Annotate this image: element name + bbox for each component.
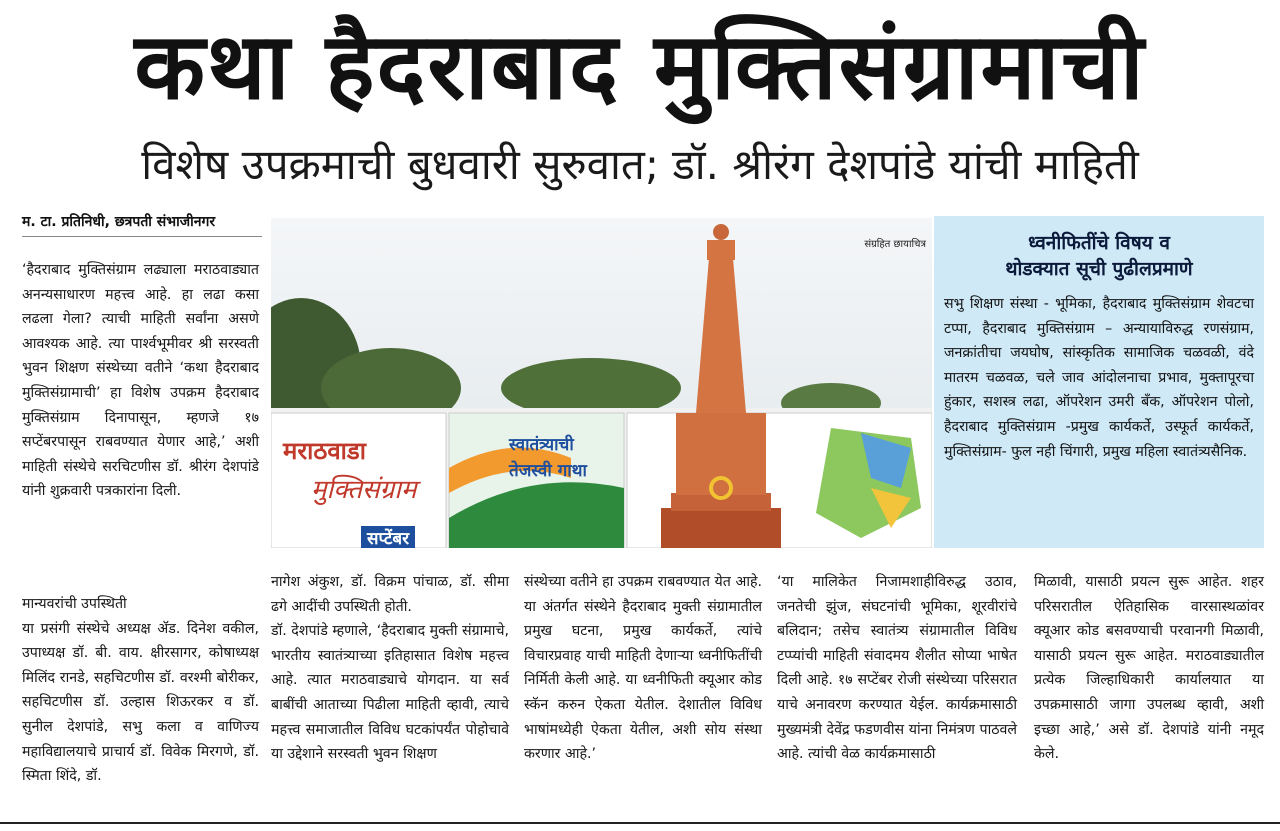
article-paragraph: या प्रसंगी संस्थेचे अध्यक्ष ॲड. दिनेश वकील, उपाध्यक्ष डॉ. बी. वाय. क्षीरसागर, कोषाध्यक्ष मिलिंद रानडे, सहचिटणीस डॉ. वरश्मी बोरीकर, सहचिटणीस डॉ. उल्हास शिऊरकर व डॉ. सुनील देशपांडे, सभु कला व वाणिज्य महाविद्यालयाचे प्राचार्य डॉ. विवेक मिरगणे, डॉ. स्मिता शिंदे, डॉ. [22,620,259,785]
article-column-4 [777,570,1017,767]
sidebar-body: सभु शिक्षण संस्था - भूमिका, हैदराबाद मुक्तिसंग्राम शेवटचा टप्पा, हैदराबाद मुक्तिसंग्राम – अन्यायाविरुद्ध रणसंग्राम, जनक्रांतीचा जयघोष, सांस्कृतिक सामाजिक चळवळी, वंदे मातरम चळवळ, चले जाव आंदोलनाचा प्रभाव, मुक्तापूरचा हुंकार, सशस्त्र लढा, ऑपरेशन उमरी बँक, ऑपरेशन पोलो, हैदराबाद मुक्तिसंग्राम -प्रमुख कार्यकर्ते, उस्फूर्त कार्यकर्ते, मुक्तिसंग्राम- फुल नही चिंगारी, प्रमुख महिला स्वातंत्र्यसैनिक. [944,296,1254,460]
article-paragraph: ‘या मालिकेत निजामशाहीविरुद्ध उठाव, जनतेची झुंज, संघटनांची भूमिका, शूरवीरांचे बलिदान; तसेच स्वातंत्र्य संग्रामातील विविध टप्प्यांची माहिती संवादमय शैलीत सोप्या भाषेत दिली आहे. १७ सप्टेंबर रोजी संस्थेच्या परिसरात याचे अनावरण करण्यात येईल. कार्यक्रमासाठी मुख्यमंत्री देवेंद्र फडणवीस यांना निमंत्रण पाठवले आहे. त्यांची वेळ कार्यक्रमासाठी [777,574,1017,763]
article-column-5 [1034,570,1264,767]
article-column-3 [524,570,762,767]
article-paragraph: संस्थेच्या वतीने हा उपक्रम राबवण्यात येत आहे. या अंतर्गत संस्थेने हैदराबाद मुक्ती संग्रामातील प्रमुख घटना, प्रमुख कार्यकर्ते, त्यांचे विचारप्रवाह याची माहिती देणाऱ्या ध्वनीफितींची निर्मिती केली आहे. या ध्वनीफिती क्यूआर कोड स्कॅन करुन ऐकता येतील. देशातील विविध भाषांमध्येही ऐकता येतील, अशी सोय संस्था करणार आहे.’ [524,574,762,763]
banner-text-marathwada: मराठवाडा [283,437,366,465]
byline: म. टा. प्रतिनिधी, छत्रपती संभाजीनगर [22,214,216,230]
banner-text-tejaswi-gatha: तेजस्वी गाथा [509,461,587,481]
monument-photo [271,218,932,548]
banner-text-september: सप्टेंबर [361,526,415,548]
article-paragraph: ‘हैदराबाद मुक्तिसंग्राम लढ्याला मराठवाड्यात अनन्यसाधारण महत्त्व आहे. हा लढा कसा लढला गेला? त्याची माहिती सर्वांना असणे आवश्यक आहे. त्या पार्श्वभूमीवर श्री सरस्वती भुवन शिक्षण संस्थेच्या वतीने ‘कथा हैदराबाद मुक्तिसंग्रामाची’ हा विशेष उपक्रम हैदराबाद मुक्तिसंग्राम दिनापासून, म्हणजे १७ सप्टेंबरपासून राबवण्यात येणार आहे,’ अशी माहिती संस्थेचे सरचिटणीस डॉ. श्रीरंग देशपांडे यांनी शुक्रवारी पत्रकारांना दिली. [22,262,259,500]
banner-text-swatantryachi: स्वातंत्र्याची [509,435,574,455]
byline-divider [22,236,262,237]
subheadline: विशेष उपक्रमाची बुधवारी सुरुवात; डॉ. श्रीरंग देशपांडे यांची माहिती [141,140,1139,189]
article-column-1-lower [22,592,259,789]
topics-sidebar [934,216,1264,548]
article-paragraph: नागेश अंकुश, डॉ. विक्रम पांचाळ, डॉ. सीमा ढगे आदींची उपस्थिती होती. [271,574,509,615]
sidebar-title-line-2: थोडक्यात सूची पुढीलप्रमाणे [1005,258,1193,280]
headline: कथा हैदराबाद मुक्तिसंग्रामाची [134,13,1146,120]
photo-credit: संग्रहित छायाचित्र [864,239,926,250]
page-bottom-rule [0,822,1280,824]
banner-text-muktisangram: मुक्तिसंग्राम [311,475,417,505]
article-paragraph: मिळावी, यासाठी प्रयत्न सुरू आहेत. शहर परिसरातील ऐतिहासिक वारसास्थळांवर क्यूआर कोड बसवण्याची परवानगी मिळावी, यासाठी प्रयत्न सुरू आहेत. मराठवाड्यातील प्रत्येक जिल्हाधिकारी कार्यालयात या उपक्रमासाठी जागा उपलब्ध व्हावी, अशी इच्छा आहे,’ असे डॉ. देशपांडे यांनी नमूद केले. [1034,574,1264,763]
article-column-1 [22,258,259,504]
article-column-2 [271,570,509,767]
article-subhead: मान्यवरांची उपस्थिती [22,596,127,612]
sidebar-title [944,230,1254,282]
article-paragraph: डॉ. देशपांडे म्हणाले, ‘हैदराबाद मुक्ती संग्रामाचे, भारतीय स्वातंत्र्याच्या इतिहासात विशेष महत्त्व आहे. त्यात मराठवाड्याचे योगदान. या सर्व बाबींची आताच्या पिढीला माहिती व्हावी, त्याचे महत्त्व समाजातील विविध घटकांपर्यंत पोहोचावे या उद्देशाने सरस्वती भुवन शिक्षण [271,623,509,763]
sidebar-title-line-1: ध्वनीफितींचे विषय व [1028,232,1170,254]
